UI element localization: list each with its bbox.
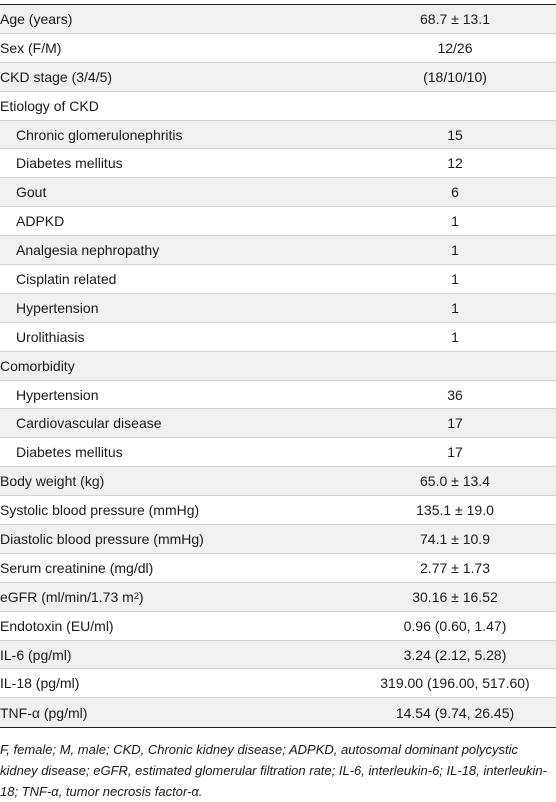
table-row bbox=[0, 612, 556, 641]
row-label bbox=[0, 63, 112, 91]
row-label-text: Systolic blood pressure (mmHg) bbox=[0, 502, 200, 519]
table-row bbox=[0, 178, 556, 207]
row-sublabel bbox=[16, 294, 99, 322]
row-label-text: Sex (F/M) bbox=[0, 39, 62, 56]
row-sublabel bbox=[16, 121, 183, 149]
row-sublabel bbox=[16, 323, 84, 351]
table-footnote: F, female; M, male; CKD, Chronic kidney disease; ADPKD, autosomal dominant polycystic kidney disease; eGFR, estimated glomerular filtration rate; IL-6, interleukin-6; IL-18, interleukin-18; TNF-α, tumor necrosis factor-α. bbox=[0, 742, 547, 799]
row-label-text: Chronic glomerulonephritis bbox=[16, 126, 183, 143]
table-bottom-rule bbox=[0, 727, 556, 728]
row-value: 15 bbox=[447, 126, 463, 143]
row-label bbox=[0, 92, 99, 120]
table-row bbox=[0, 496, 556, 525]
row-label-text: IL-18 (pg/ml) bbox=[0, 675, 80, 692]
row-label bbox=[0, 669, 79, 697]
row-label-text: Endotoxin (EU/ml) bbox=[0, 617, 114, 634]
row-label-text: Analgesia nephropathy bbox=[16, 242, 160, 259]
row-value: 6 bbox=[451, 184, 459, 201]
row-label bbox=[0, 5, 72, 33]
row-label bbox=[0, 525, 204, 553]
row-value: 1 bbox=[451, 270, 459, 287]
row-label bbox=[0, 467, 104, 495]
row-label-text: Diabetes mellitus bbox=[16, 155, 123, 172]
row-label-text: Serum creatinine (mg/dl) bbox=[0, 559, 154, 576]
row-label-text: Diabetes mellitus bbox=[16, 444, 123, 461]
row-label bbox=[0, 496, 199, 524]
row-value: 65.0 ± 13.4 bbox=[420, 473, 490, 490]
row-sublabel bbox=[16, 381, 99, 409]
row-label-text: Age (years) bbox=[0, 10, 73, 27]
table-row bbox=[0, 641, 556, 670]
row-value: 0.96 (0.60, 1.47) bbox=[403, 617, 507, 634]
table-row bbox=[0, 149, 556, 178]
row-value: 36 bbox=[447, 386, 463, 403]
table-row bbox=[0, 698, 556, 727]
table-row bbox=[0, 352, 556, 381]
table-row bbox=[0, 438, 556, 467]
row-label bbox=[0, 352, 75, 380]
row-label-text: Hypertension bbox=[16, 386, 99, 403]
row-value: 1 bbox=[451, 242, 459, 259]
row-value: 17 bbox=[447, 444, 463, 461]
row-value: 12/26 bbox=[437, 39, 473, 56]
row-label-text: Urolithiasis bbox=[16, 328, 85, 345]
table-row bbox=[0, 525, 556, 554]
row-label-text: Etiology of CKD bbox=[0, 97, 99, 114]
row-value: 1 bbox=[451, 299, 459, 316]
table-row bbox=[0, 381, 556, 410]
row-label bbox=[0, 641, 72, 669]
row-label bbox=[0, 612, 114, 640]
table-row bbox=[0, 92, 556, 121]
table-row bbox=[0, 467, 556, 496]
row-label-text: Cisplatin related bbox=[16, 270, 117, 287]
row-value: 17 bbox=[447, 415, 463, 432]
row-value: 1 bbox=[451, 213, 459, 230]
row-value bbox=[355, 92, 555, 120]
table-row bbox=[0, 409, 556, 438]
row-label-text: ADPKD bbox=[16, 213, 65, 230]
table-row bbox=[0, 63, 556, 92]
table-row bbox=[0, 34, 556, 63]
row-sublabel bbox=[16, 207, 64, 235]
row-sublabel bbox=[16, 178, 46, 206]
row-label-text: TNF-α (pg/ml) bbox=[0, 704, 88, 721]
table-row bbox=[0, 5, 556, 34]
row-label-text: Diastolic blood pressure (mmHg) bbox=[0, 530, 204, 547]
row-sublabel bbox=[16, 265, 116, 293]
table-row bbox=[0, 294, 556, 323]
table-row bbox=[0, 265, 556, 294]
row-label bbox=[0, 34, 61, 62]
row-label: eGFR (ml/min/1.73 m $^2$ ) bbox=[0, 588, 144, 605]
row-label bbox=[0, 554, 153, 582]
table-row bbox=[0, 236, 556, 265]
row-label-text: IL-6 (pg/ml) bbox=[0, 646, 72, 663]
table-body bbox=[0, 5, 556, 727]
table-row bbox=[0, 207, 556, 236]
row-label-text: eGFR (ml/min/1.73 m bbox=[0, 588, 134, 605]
row-label-text: Comorbidity bbox=[0, 357, 75, 374]
row-value: 74.1 ± 10.9 bbox=[420, 530, 490, 547]
row-value: 3.24 (2.12, 5.28) bbox=[403, 646, 507, 663]
table-row bbox=[0, 323, 556, 352]
row-label-text: Body weight (kg) bbox=[0, 473, 105, 490]
row-sublabel bbox=[16, 149, 123, 177]
row-label-text: CKD stage (3/4/5) bbox=[0, 68, 113, 85]
row-value: 319.00 (196.00, 517.60) bbox=[380, 675, 530, 692]
row-value: 30.16 ± 16.52 bbox=[412, 588, 498, 605]
row-value: 1 bbox=[451, 328, 459, 345]
row-sublabel bbox=[16, 438, 123, 466]
table-row bbox=[0, 669, 556, 698]
row-value: 68.7 ± 13.1 bbox=[420, 10, 490, 27]
row-value bbox=[355, 352, 555, 380]
row-label-text: Gout bbox=[16, 184, 47, 201]
table-row bbox=[0, 554, 556, 583]
row-label-text: Hypertension bbox=[16, 299, 99, 316]
row-value: 12 bbox=[447, 155, 463, 172]
row-label bbox=[0, 698, 87, 727]
row-label-suffix: ) bbox=[138, 588, 144, 605]
row-sublabel bbox=[16, 236, 159, 264]
row-value: 135.1 ± 19.0 bbox=[416, 502, 494, 519]
row-value: 14.54 (9.74, 26.45) bbox=[395, 704, 515, 721]
row-value: 2.77 ± 1.73 bbox=[420, 559, 490, 576]
table-row bbox=[0, 583, 556, 612]
table-row bbox=[0, 121, 556, 150]
row-label-text: Cardiovascular disease bbox=[16, 415, 162, 432]
row-sublabel bbox=[16, 409, 162, 437]
row-value: (18/10/10) bbox=[423, 68, 487, 85]
